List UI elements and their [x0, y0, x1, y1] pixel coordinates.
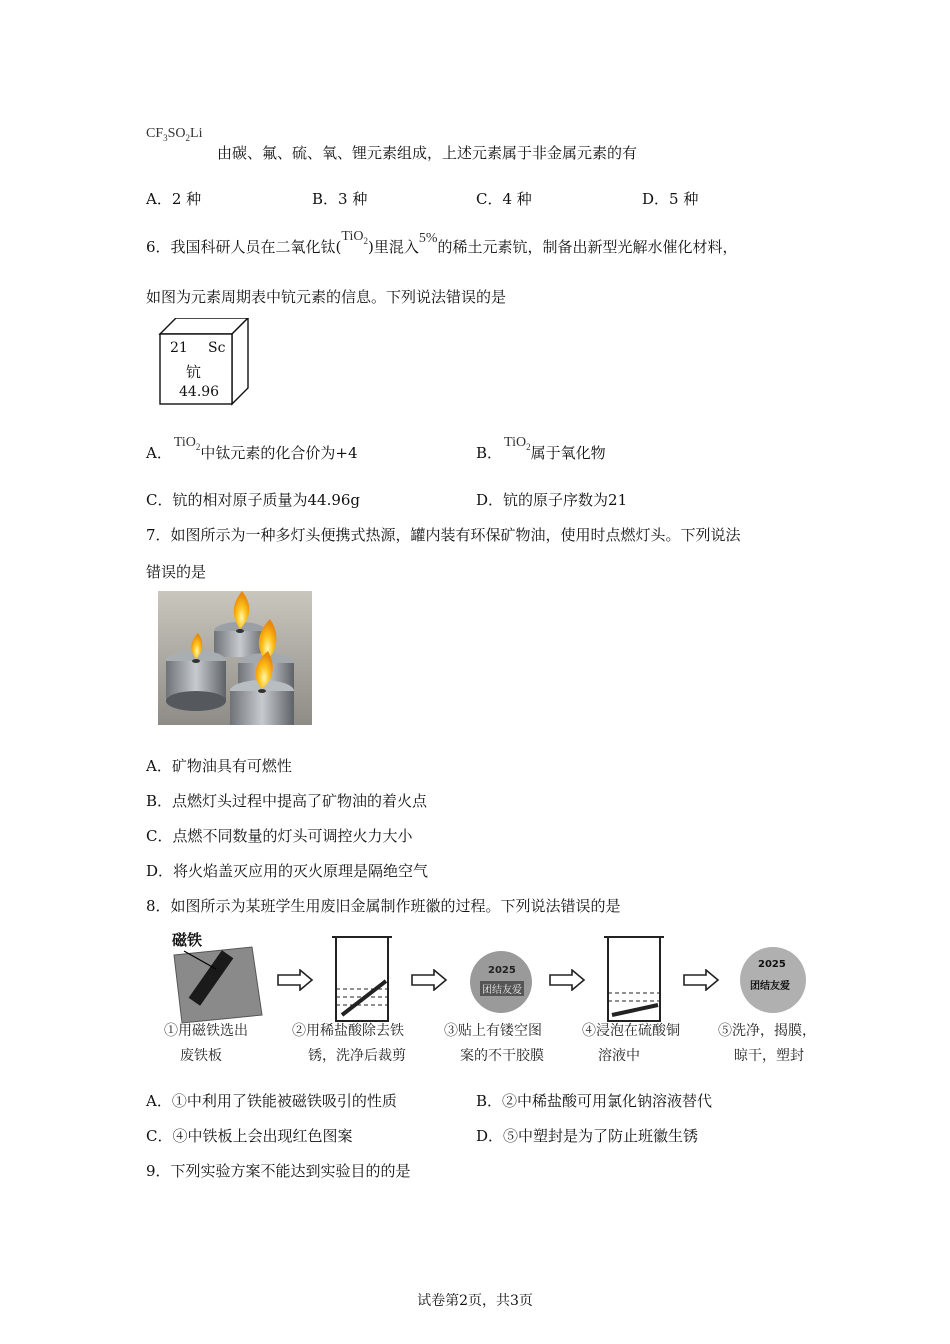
q7-stem-line2: 错误的是 — [146, 563, 207, 581]
step-1-caption: ①用磁铁选出 废铁板 — [164, 1023, 248, 1064]
q6-option-a[interactable]: A．TiO$_2$中钛元素的化合价为+4 — [146, 435, 358, 462]
badge2-text: 团结友爱 — [750, 981, 790, 992]
q5-option-b[interactable]: B．3 种 — [312, 190, 368, 208]
q6-stem-line1: 6．我国科研人员在二氧化钛(TiO$_2$)里混入5%的稀土元素钪，制备出新型光解水催化材料， — [146, 229, 738, 256]
q8-option-d[interactable]: D．⑤中塑封是为了防止班徽生锈 — [476, 1127, 699, 1145]
iron-plate-magnet-icon — [164, 945, 268, 1025]
arrow-right-icon — [276, 969, 314, 991]
q6-option-b-formula: TiO$_2$ — [504, 435, 531, 452]
q6-option-c[interactable]: C．钪的相对原子质量为44.96g — [146, 491, 361, 509]
q7-option-d[interactable]: D．将火焰盖灭应用的灭火原理是隔绝空气 — [146, 862, 429, 880]
beaker-copper-sulfate-icon — [600, 935, 668, 1025]
q8-stem: 8．如图所示为某班学生用废旧金属制作班徽的过程。下列说法错误的是 — [146, 897, 621, 915]
badge-process-diagram — [158, 925, 838, 1070]
page-footer: 试卷第2页，共3页 — [417, 1293, 533, 1309]
beaker-acid-icon — [328, 935, 396, 1025]
q6-stem-line2: 如图为元素周期表中钪元素的信息。下列说法错误的是 — [146, 288, 507, 306]
q8-option-a[interactable]: A．①中利用了铁能被磁铁吸引的性质 — [146, 1092, 397, 1110]
q7-stem-line1: 7．如图所示为一种多灯头便携式热源，罐内装有环保矿物油，使用时点燃灯头。下列说法 — [146, 526, 741, 544]
q8-option-c[interactable]: C．④中铁板上会出现红色图案 — [146, 1127, 353, 1145]
q6-option-d[interactable]: D．钪的原子序数为21 — [476, 491, 628, 509]
arrow-right-icon — [548, 969, 586, 991]
q7-option-b[interactable]: B．点燃灯头过程中提高了矿物油的着火点 — [146, 792, 428, 810]
step-4-caption: ④浸泡在硫酸铜 溶液中 — [582, 1023, 680, 1064]
q5-option-c[interactable]: C．4 种 — [476, 190, 532, 208]
element-number: 21 — [170, 340, 188, 356]
q9-stem: 9．下列实验方案不能达到实验目的的是 — [146, 1162, 411, 1180]
step-2-caption: ②用稀盐酸除去铁 锈，洗净后裁剪 — [292, 1023, 406, 1064]
step-5-caption: ⑤洗净，揭膜， 晾干，塑封 — [718, 1023, 816, 1064]
q6-formula: TiO$_2$ — [341, 229, 368, 246]
q6-option-b[interactable]: B．TiO$_2$属于氧化物 — [476, 435, 606, 462]
step-3-caption: ③贴上有镂空图 案的不干胶膜 — [444, 1023, 544, 1064]
q6-percent: 5% — [418, 231, 438, 246]
q7-option-c[interactable]: C．点燃不同数量的灯头可调控火力大小 — [146, 827, 413, 845]
element-symbol: Sc — [208, 340, 226, 356]
burner-cans-illustration — [158, 591, 312, 725]
q6-option-a-formula: TiO$_2$ — [173, 435, 201, 452]
element-card-scandium — [158, 318, 250, 406]
heat-source-photo — [158, 591, 312, 725]
q5-option-d[interactable]: D．5 种 — [642, 190, 699, 208]
q5-formula: $CF_3SO_2Li$ — [146, 126, 203, 143]
element-mass: 44.96 — [179, 384, 220, 400]
arrow-right-icon — [410, 969, 448, 991]
q7-option-a[interactable]: A．矿物油具有可燃性 — [146, 757, 292, 775]
badge1-text: 团结友爱 — [480, 981, 524, 996]
badge1-year: 2025 — [488, 965, 516, 976]
badge2-year: 2025 — [758, 959, 786, 970]
arrow-right-icon — [682, 969, 720, 991]
q5-option-a[interactable]: A．2 种 — [146, 190, 202, 208]
element-name: 钪 — [186, 363, 202, 381]
q5-text: 由碳、氟、硫、氧、锂元素组成，上述元素属于非金属元素的有 — [217, 144, 638, 162]
magnet-label: 磁铁 — [172, 931, 203, 949]
q8-option-b[interactable]: B．②中稀盐酸可用氯化钠溶液替代 — [476, 1092, 713, 1110]
